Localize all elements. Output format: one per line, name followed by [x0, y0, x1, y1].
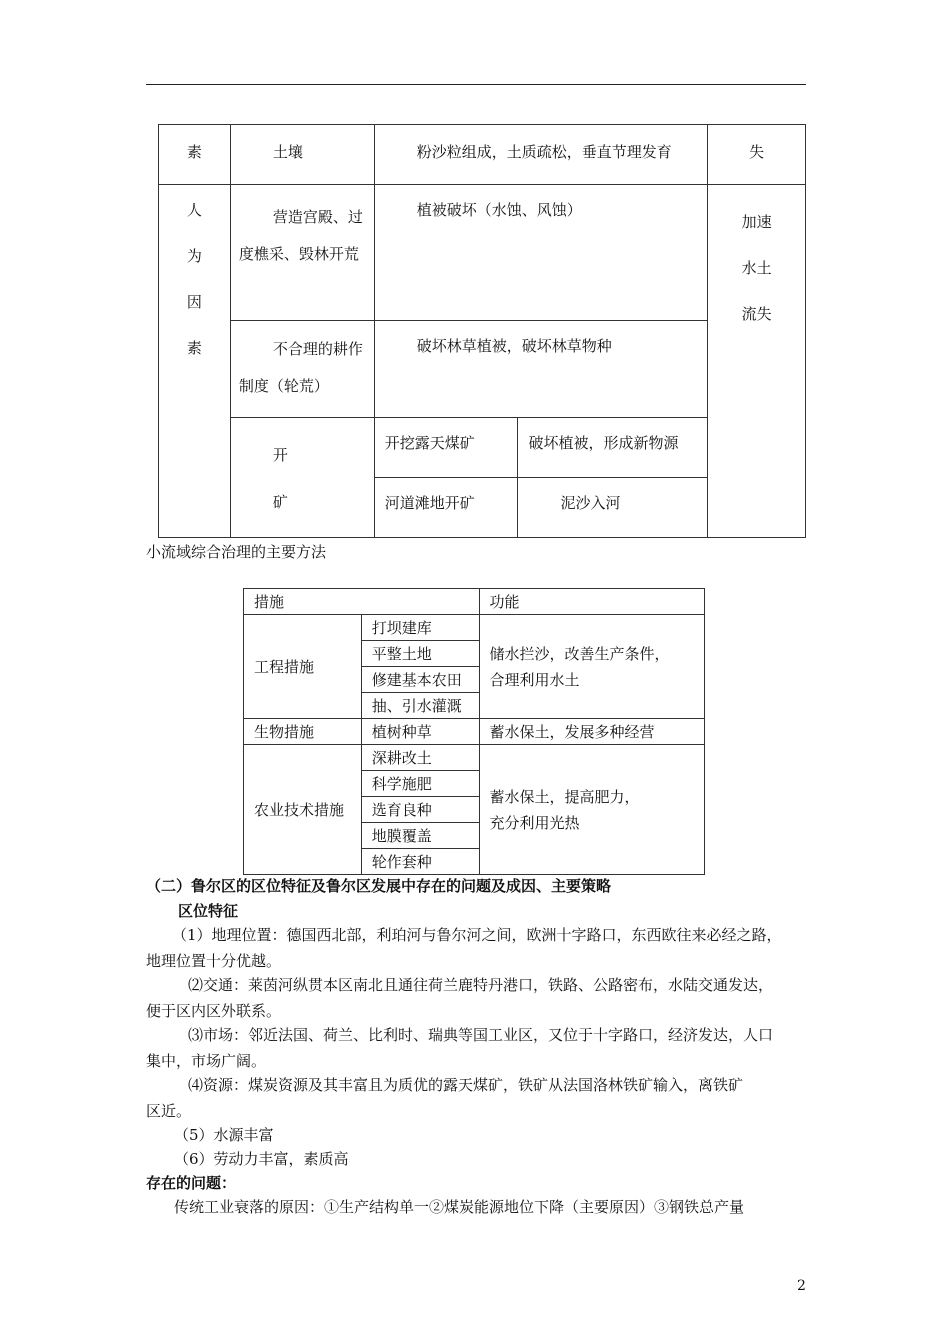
agri-label: 农业技术措施 — [244, 745, 362, 875]
mining-cell — [230, 418, 374, 538]
mining-char: 开 — [272, 446, 288, 464]
forest-damage-text: 破坏林草植被，破坏林草物种 — [416, 337, 612, 355]
p6: （6）劳动力丰富，素质高 — [174, 1150, 349, 1168]
p1a: （1）地理位置：德国西北部，利珀河与鲁尔河之间，欧洲十字路口，东西欧往来必经之路， — [172, 926, 782, 944]
section-title: （二）鲁尔区的区位特征及鲁尔区发展中存在的问题及成因、主要策略 — [146, 877, 612, 895]
eng-item: 修建基本农田 — [361, 667, 479, 693]
result-line: 流失 — [741, 305, 772, 323]
paragraph-transport — [146, 972, 810, 1024]
paragraph-resources — [146, 1072, 810, 1124]
silt-cell — [518, 478, 708, 538]
p2a: ⑵交通：莱茵河纵贯本区南北且通往荷兰鹿特丹港口，铁路、公路密布，水陆交通发达， — [188, 976, 774, 994]
mining-char: 矿 — [272, 493, 288, 511]
eng-func-line: 合理利用水土 — [489, 670, 580, 689]
result-col-cell — [708, 185, 806, 538]
eng-item: 抽、引水灌溉 — [361, 693, 479, 719]
hf-char: 素 — [186, 339, 202, 357]
agri-item: 选育良种 — [361, 797, 479, 823]
paragraph-location — [146, 922, 810, 974]
header-function: 功能 — [479, 589, 704, 615]
open-pit-text: 开挖露天煤矿 — [384, 434, 475, 452]
problems-title: 存在的问题： — [146, 1174, 237, 1192]
table-caption: 小流域综合治理的主要方法 — [146, 543, 327, 561]
result-line: 水土 — [741, 259, 772, 277]
new-source-text: 破坏植被，形成新物源 — [528, 434, 679, 452]
hf-char: 为 — [186, 247, 202, 265]
p7: 传统工业衰落的原因：①生产结构单一②煤炭能源地位下降（主要原因）③钢铁总产量 — [174, 1198, 745, 1216]
p3b: 集中，市场广阔。 — [146, 1052, 267, 1070]
item-cell — [230, 125, 374, 185]
soil-label: 土壤 — [272, 143, 303, 161]
eng-func-line: 储水拦沙，改善生产条件， — [489, 644, 670, 663]
open-pit-cell — [374, 418, 518, 478]
veg-damage-text: 植被破坏（水蚀、风蚀） — [416, 201, 582, 219]
farming-cell — [230, 321, 374, 418]
palace-text: 营造宫殿、过度樵采、毁林开荒 — [238, 208, 363, 263]
p3a: ⑶市场：邻近法国、荷兰、比利时、瑞典等国工业区，又位于十字路口，经济发达，人口 — [188, 1026, 774, 1044]
effect-cell — [374, 125, 707, 185]
header-measure: 措施 — [244, 589, 480, 615]
governance-methods-table — [243, 588, 705, 875]
agri-func-line: 充分利用光热 — [489, 813, 580, 832]
river-mine-text: 河道滩地开矿 — [384, 494, 475, 512]
factor-cell — [159, 125, 231, 185]
hf-char: 人 — [186, 201, 202, 219]
page-number: 2 — [797, 1278, 806, 1294]
agri-function — [479, 745, 704, 875]
river-mine-cell — [374, 478, 518, 538]
soil-effect: 粉沙粒组成，土质疏松，垂直节理发育 — [416, 143, 672, 161]
bio-function: 蓄水保土，发展多种经营 — [479, 719, 704, 745]
forest-damage-cell — [374, 321, 707, 418]
agri-func-line: 蓄水保土，提高肥力， — [489, 787, 640, 806]
eng-item: 打坝建库 — [361, 615, 479, 641]
new-source-cell — [518, 418, 708, 478]
factor-label: 素 — [186, 143, 202, 161]
result-line: 加速 — [741, 213, 772, 231]
sub-title: 区位特征 — [178, 902, 239, 920]
palace-cell — [230, 185, 374, 321]
agri-item: 科学施肥 — [361, 771, 479, 797]
eng-function — [479, 615, 704, 719]
agri-item: 轮作套种 — [361, 849, 479, 875]
p1b: 地理位置十分优越。 — [146, 952, 282, 970]
paragraph-market — [146, 1022, 810, 1074]
p4b: 区近。 — [146, 1102, 192, 1120]
p2b: 便于区内区外联系。 — [146, 1002, 282, 1020]
soil-erosion-table — [158, 124, 806, 538]
human-factor-cell — [159, 185, 231, 538]
result-label: 失 — [749, 143, 765, 161]
agri-item: 深耕改土 — [361, 745, 479, 771]
silt-text: 泥沙入河 — [560, 494, 621, 512]
engineering-label: 工程措施 — [244, 615, 362, 719]
header-rule — [146, 84, 806, 85]
farming-text: 不合理的耕作制度（轮荒） — [238, 340, 363, 395]
hf-char: 因 — [186, 293, 202, 311]
result-cell — [708, 125, 806, 185]
p4a: ⑷资源：煤炭资源及其丰富且为质优的露天煤矿，铁矿从法国洛林铁矿输入，离铁矿 — [188, 1076, 744, 1094]
agri-item: 地膜覆盖 — [361, 823, 479, 849]
veg-damage-cell — [374, 185, 707, 321]
bio-label: 生物措施 — [244, 719, 362, 745]
eng-item: 平整土地 — [361, 641, 479, 667]
p5: （5）水源丰富 — [174, 1126, 274, 1144]
bio-item: 植树种草 — [361, 719, 479, 745]
